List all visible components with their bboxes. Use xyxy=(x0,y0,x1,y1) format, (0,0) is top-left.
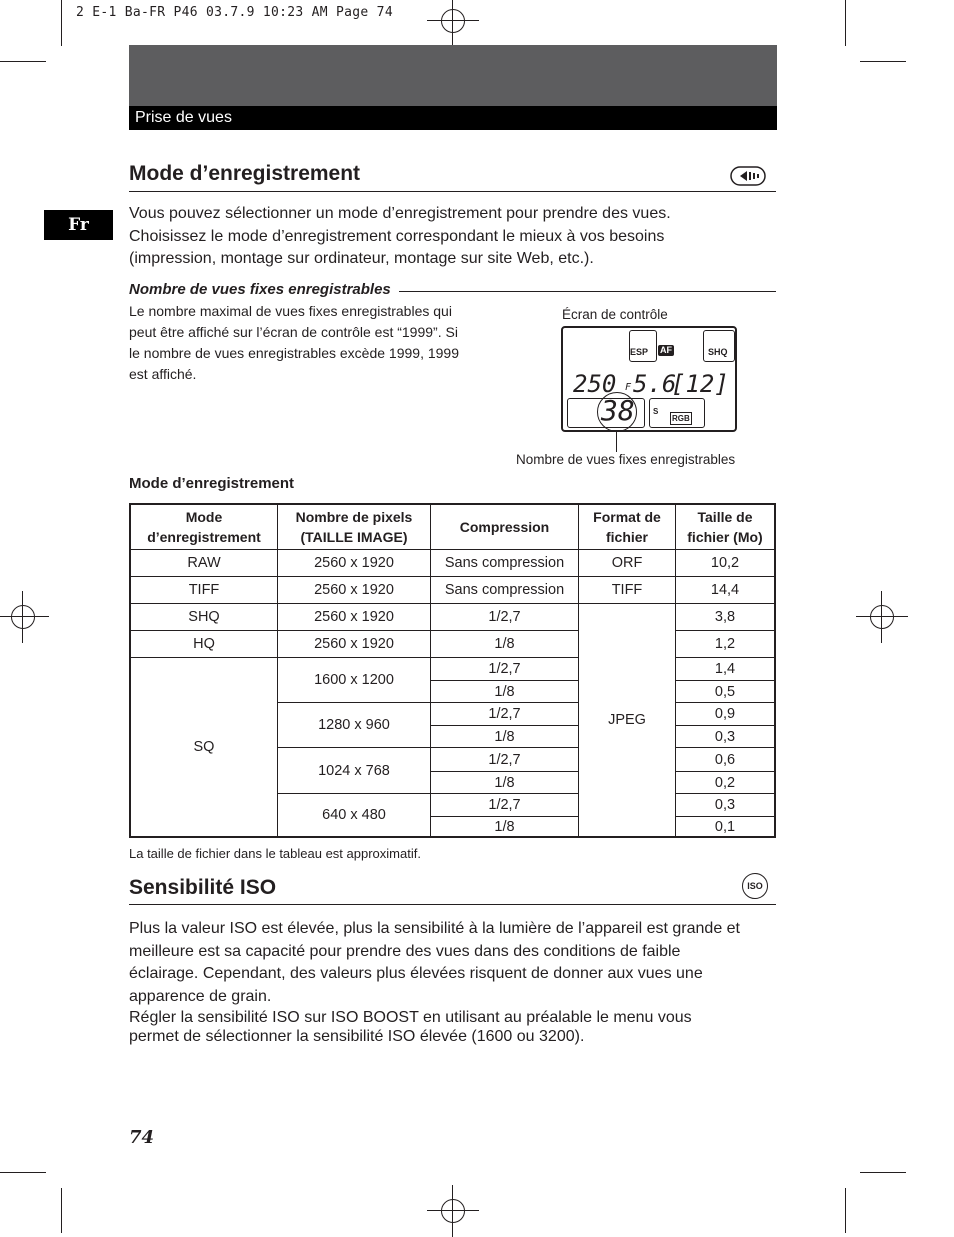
table-cell-pixels: 2560 x 1920 xyxy=(314,555,394,571)
table-footnote: La taille de fichier dans le tableau est approximatif. xyxy=(129,846,421,861)
table-header-pixels: Nombre de pixels (TAILLE IMAGE) xyxy=(295,509,413,545)
table-cell-compression: 1/8 xyxy=(494,774,515,791)
lcd-esp: ESP xyxy=(630,347,649,357)
table-cell-size: 0,2 xyxy=(714,774,736,791)
lcd-label-bottom: Nombre de vues fixes enregistrables xyxy=(516,452,736,467)
table-cell-format: ORF xyxy=(611,555,643,571)
table-cell-compression: 1/8 xyxy=(494,636,515,652)
table-cell-compression: 1/2,7 xyxy=(488,661,521,677)
control-panel-lcd xyxy=(561,326,737,432)
table-cell-compression: 1/8 xyxy=(494,728,515,745)
table-cell-format: TIFF xyxy=(611,582,643,598)
table-cell-pixels: 2560 x 1920 xyxy=(314,609,394,625)
section-title-rule xyxy=(129,904,776,905)
table-header-size: Taille de fichier (Mo) xyxy=(687,509,763,545)
table-cell-pixels: 2560 x 1920 xyxy=(314,636,394,652)
page-number: 74 xyxy=(129,1127,155,1148)
table-cell-compression: Sans compression xyxy=(444,555,565,571)
table-cell-mode: SHQ xyxy=(188,609,220,625)
section-title-iso: Sensibilité ISO xyxy=(129,876,277,899)
iso-paragraph: Plus la valeur ISO est élevée, plus la sensibilité à la lumière de l’appareil est grande et meilleure est sa capacité pour prendre des vues dans des conditions de faible éclairage. Cependant, des valeurs plus élevées risquent de donner aux vues une apparence de grain. Régler la sensibilité ISO sur ISO BOOST en utilisant au préalable le menu vous permet de sélectionner la sensibilité ISO élevée (1600 ou 3200). xyxy=(129,920,740,1045)
subheading-stills-count: Nombre de vues fixes enregistrables xyxy=(129,281,776,301)
header-section-label: Prise de vues xyxy=(129,106,777,130)
iso-icon: ISO xyxy=(742,873,768,899)
section-title-rule xyxy=(129,191,776,192)
print-slug: 2 E-1 Ba-FR P46 03.7.9 10:23 AM Page 74 xyxy=(76,5,393,20)
header-band xyxy=(129,45,777,106)
lcd-af-icon: AF xyxy=(660,345,672,355)
lcd-shq: SHQ xyxy=(708,347,728,357)
table-cell-mode-sq: SQ xyxy=(193,739,215,755)
table-cell-size: 0,5 xyxy=(714,683,736,700)
table-cell-compression: Sans compression xyxy=(444,582,565,598)
lcd-rgb: RGB xyxy=(672,414,690,423)
table-cell-compression: 1/8 xyxy=(494,683,515,700)
quality-mode-icon xyxy=(730,166,766,186)
table-cell-pixels: 640 x 480 xyxy=(322,807,386,823)
table-cell-size: 3,8 xyxy=(714,609,736,625)
lcd-s: S xyxy=(653,407,659,416)
lcd-remaining-count: 38 xyxy=(601,394,635,427)
intro-paragraph: Vous pouvez sélectionner un mode d’enregistrement pour prendre des vues. Choisissez le mode d’enregistrement correspondant le mieux à vos besoins (impression, montage sur ordinateur, montage sur site Web, etc.). xyxy=(129,205,671,267)
table-cell-pixels: 1024 x 768 xyxy=(318,762,390,779)
section-title-recording-mode: Mode d’enregistrement xyxy=(129,162,361,185)
table-cell-mode: HQ xyxy=(193,636,215,652)
registration-mark-bottom xyxy=(437,1195,469,1227)
table-cell-size: 1,2 xyxy=(714,636,736,652)
lcd-label-top: Écran de contrôle xyxy=(562,307,668,322)
stills-count-description: Le nombre maximal de vues fixes enregistrables qui peut être affiché sur l’écran de contrôle est “1999”. Si le nombre de vues enregistrables excède 1999, 1999 est affiché. xyxy=(129,303,459,382)
table-header-compression: Compression xyxy=(459,519,550,535)
table-cell-pixels: 1280 x 960 xyxy=(318,717,390,733)
table-cell-size: 0,9 xyxy=(714,706,736,722)
table-cell-size: 10,2 xyxy=(710,555,740,571)
lcd-aperture: 5.6 xyxy=(633,370,677,398)
table-header-mode: Mode d’enregistrement xyxy=(147,509,261,545)
table-cell-size: 0,3 xyxy=(714,728,736,745)
table-cell-size: 0,6 xyxy=(714,751,736,768)
language-tab: Fr xyxy=(44,210,113,240)
table-cell-size: 0,1 xyxy=(714,818,736,835)
table-cell-compression: 1/2,7 xyxy=(488,751,521,768)
recording-mode-table xyxy=(129,503,776,838)
table-title: Mode d’enregistrement xyxy=(129,475,295,492)
table-cell-compression: 1/2,7 xyxy=(488,609,521,625)
table-cell-mode: RAW xyxy=(187,555,221,571)
table-cell-pixels: 2560 x 1920 xyxy=(314,582,394,598)
lcd-bracket-count: [12] xyxy=(671,370,729,398)
table-cell-size: 1,4 xyxy=(714,661,736,677)
table-cell-mode: TIFF xyxy=(188,582,220,598)
table-cell-size: 14,4 xyxy=(710,582,740,598)
table-cell-format-jpeg: JPEG xyxy=(608,712,646,728)
lcd-aperture-f: F xyxy=(625,382,632,393)
registration-mark-left xyxy=(7,601,39,633)
registration-mark-top xyxy=(437,5,469,37)
lcd-callout-line xyxy=(616,432,617,452)
table-header-format: Format de fichier xyxy=(593,509,661,545)
table-cell-compression: 1/2,7 xyxy=(488,706,521,722)
table-cell-pixels: 1600 x 1200 xyxy=(314,672,394,688)
table-cell-compression: 1/2,7 xyxy=(488,797,521,813)
lcd-shutter: 250 xyxy=(573,370,617,398)
table-cell-compression: 1/8 xyxy=(494,818,515,835)
table-cell-size: 0,3 xyxy=(714,797,736,813)
registration-mark-right xyxy=(866,601,898,633)
